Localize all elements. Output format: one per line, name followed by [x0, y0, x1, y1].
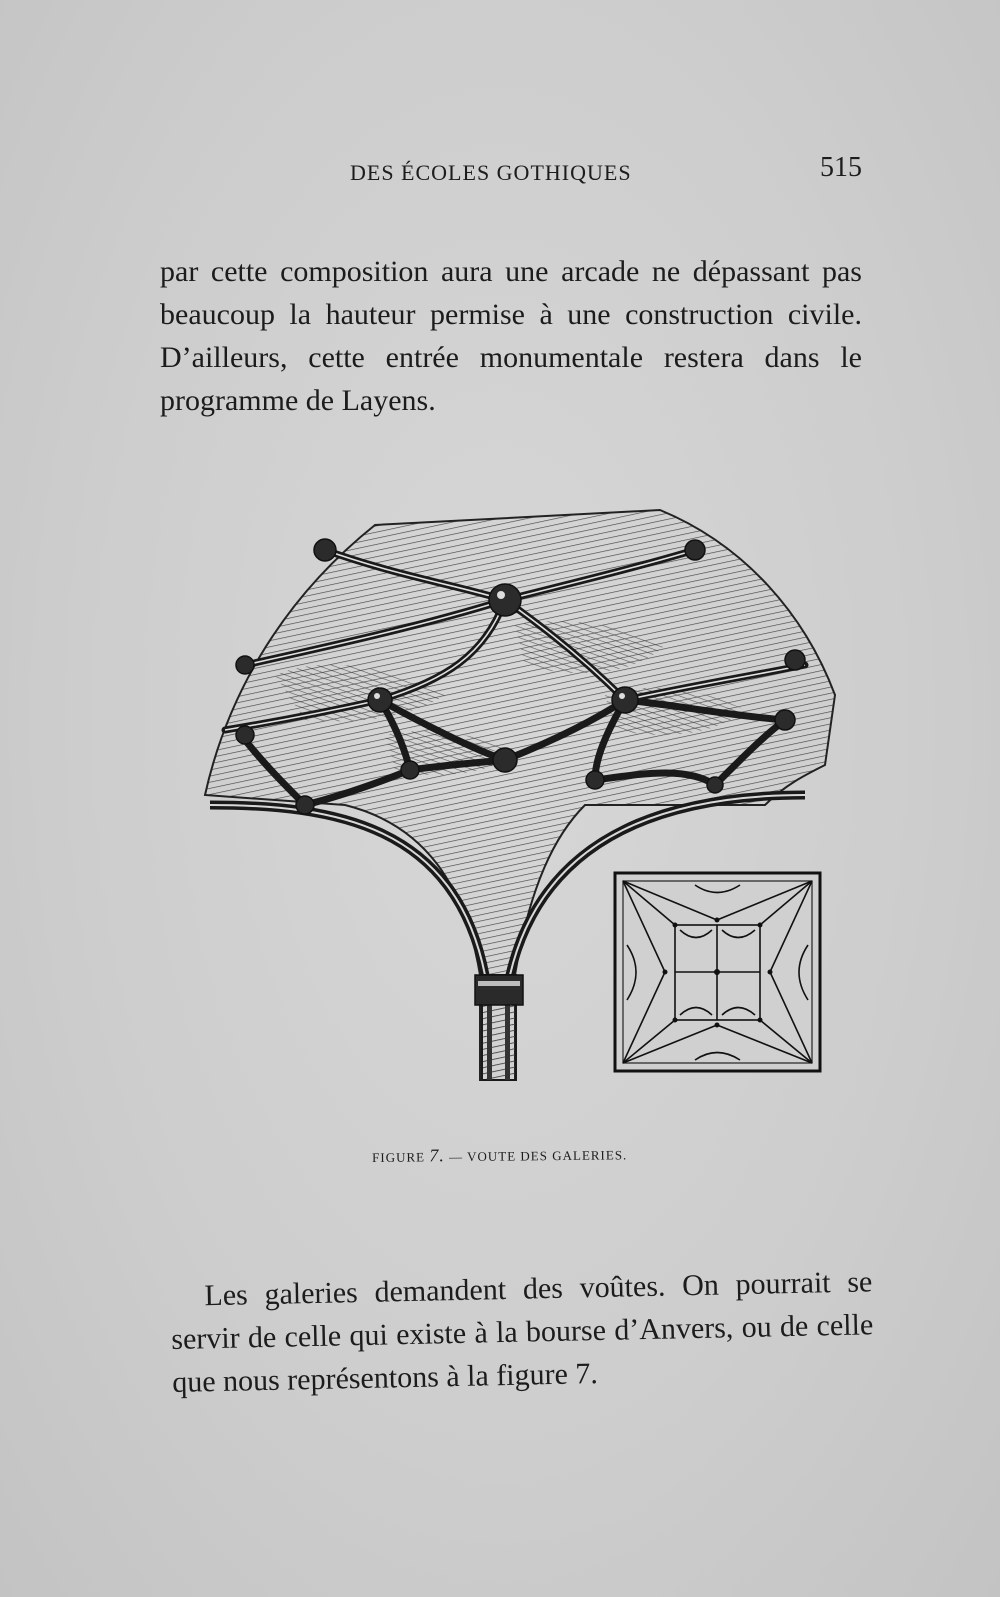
vault-illustration: [185, 505, 855, 1105]
fan-vault-drawing: [185, 505, 855, 1105]
vault-plan-diagram: [615, 873, 820, 1071]
page-number: 515: [820, 152, 862, 183]
paragraph-bottom: Les galeries demandent des voûtes. On pourrait se servir de celle qui existe à la bourse d’Anvers, ou de celle que nous représentons à la figure 7.: [171, 1265, 874, 1399]
caption-label: FIGURE: [372, 1149, 426, 1165]
running-head: [160, 152, 862, 192]
running-title: DES ÉCOLES GOTHIQUES: [350, 160, 632, 185]
figure-caption: [372, 1143, 627, 1167]
caption-number: 7.: [429, 1145, 445, 1166]
paragraph-top: par cette composition aura une arcade ne dépassant pas beaucoup la hauteur permise à une construction civile. D’ailleurs, cette entrée monumentale restera dans le programme de Layens.: [160, 255, 862, 417]
caption-text: — VOUTE DES GALERIES.: [448, 1147, 628, 1165]
